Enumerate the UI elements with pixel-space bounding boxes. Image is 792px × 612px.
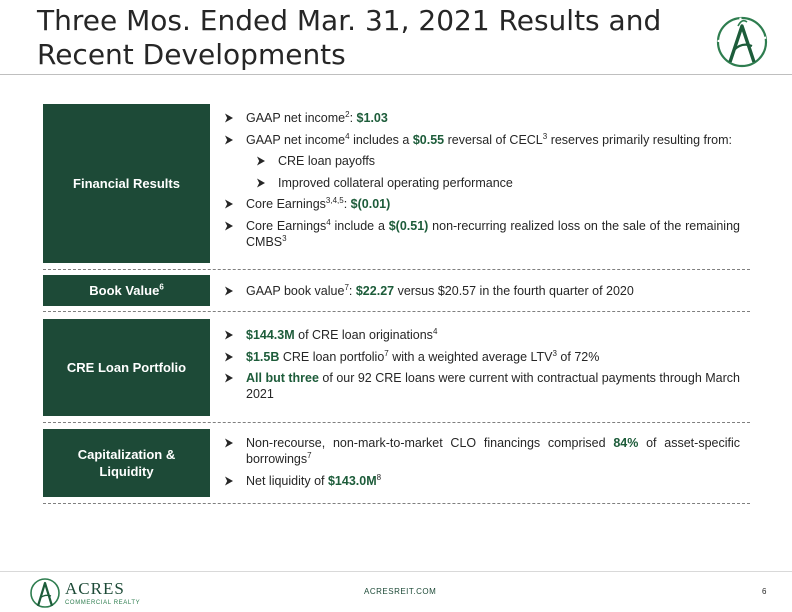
footer-brand-name: ACRES	[65, 579, 125, 598]
arrow-bullet-icon	[224, 221, 234, 231]
bullet-text	[246, 371, 740, 401]
bullet-text	[246, 111, 388, 125]
bullet-text	[246, 219, 740, 249]
text-run: Net liquidity of	[246, 473, 328, 488]
footnote-ref: 7	[384, 348, 389, 358]
arrow-bullet-icon	[224, 113, 234, 123]
text-run: Core Earnings	[246, 197, 326, 211]
title-divider	[0, 74, 792, 75]
footnote-ref: 4	[432, 326, 438, 336]
capitalization-liquidity-bullets	[224, 435, 740, 494]
highlight-value: All but three	[246, 371, 319, 385]
section-label-financial-results	[43, 104, 210, 263]
section-label-capitalization-liquidity	[43, 429, 210, 497]
arrow-bullet-icon	[224, 135, 234, 145]
bullet-text	[246, 284, 634, 298]
highlight-value: $143.0M	[327, 473, 377, 488]
text-run: GAAP net income	[246, 132, 346, 147]
arrow-bullet-icon	[256, 178, 266, 188]
book-value-bullets	[224, 283, 740, 305]
highlight-value: $0.55	[412, 132, 445, 147]
footnote-ref: 3	[552, 348, 557, 358]
text-run: CRE loan portfolio	[279, 349, 385, 364]
acres-a-monogram-icon	[31, 579, 59, 607]
text-run: non-recurring realized loss on the sale of the remaining CMBS	[246, 218, 740, 249]
text-run: reserves primarily resulting from:	[547, 132, 732, 147]
bullet-item	[224, 435, 740, 467]
bullet-item	[224, 132, 740, 148]
bullet-item	[224, 196, 740, 212]
highlight-value: $144.3M	[246, 328, 295, 342]
acres-logo-icon	[714, 12, 770, 68]
footnote-ref: 4	[345, 131, 350, 141]
text-run: Non-recourse, non-mark-to-market CLO financings comprised	[246, 436, 614, 450]
bullet-item	[224, 349, 740, 365]
arrow-bullet-icon	[224, 352, 234, 362]
text-run: versus $20.57 in the fourth quarter of 2020	[394, 284, 634, 298]
footnote-ref: 8	[376, 472, 382, 482]
text-run: Improved collateral operating performance	[278, 175, 513, 190]
text-run: include a	[330, 218, 389, 233]
footnote-ref: 2	[345, 109, 350, 119]
text-run: GAAP net income	[246, 111, 346, 125]
arrow-bullet-icon	[256, 156, 266, 166]
text-run: reversal of CECL	[444, 132, 543, 147]
bullet-item	[224, 218, 740, 250]
page-number: 6	[762, 587, 767, 596]
highlight-value: $(0.51)	[388, 218, 429, 233]
footnote-ref: 3	[282, 233, 287, 243]
footer-divider	[0, 571, 792, 572]
section-label-book-value	[43, 275, 210, 306]
highlight-value: $1.03	[356, 111, 388, 125]
text-run: :	[349, 111, 357, 125]
arrow-bullet-icon	[224, 199, 234, 209]
footnote-ref: 4	[326, 217, 331, 227]
page-title: Three Mos. Ended Mar. 31, 2021 Results and Recent Developments	[37, 4, 662, 71]
footnote-ref: 6	[159, 282, 164, 292]
bullet-text	[246, 436, 740, 466]
text-run: GAAP book value	[246, 284, 345, 298]
bullet-text	[246, 133, 732, 147]
section-divider	[43, 422, 750, 423]
text-run: CRE loan payoffs	[278, 154, 376, 168]
section-divider	[43, 269, 750, 270]
footnote-ref: 7	[344, 282, 349, 292]
financial-results-bullets	[224, 110, 740, 255]
bullet-item	[224, 327, 740, 343]
text-run: Core Earnings	[246, 218, 327, 233]
bullet-item	[224, 370, 740, 402]
text-run: :	[343, 197, 351, 211]
bullet-item	[224, 110, 740, 126]
section-label-text: Capitalization & Liquidity	[77, 447, 176, 479]
bullet-text	[246, 350, 599, 364]
highlight-value: $1.5B	[246, 349, 280, 364]
footnote-ref: 3,4,5	[325, 195, 344, 205]
footnote-ref: 7	[307, 450, 312, 460]
section-label-text: CRE Loan Portfolio	[66, 360, 187, 375]
highlight-value: $22.27	[355, 284, 395, 298]
bullet-text	[278, 154, 375, 168]
footnote-ref: 3	[542, 131, 548, 141]
acres-footer-logo	[28, 575, 158, 609]
text-run: of 72%	[556, 349, 600, 364]
arrow-bullet-icon	[224, 438, 234, 448]
text-run: of our 92 CRE loans were current with contractual payments through March 2021	[246, 371, 740, 401]
bullet-text	[246, 197, 390, 211]
section-label-text: Book Value$^6$	[89, 282, 164, 298]
text-run: with a weighted average LTV	[388, 349, 553, 364]
section-label-text: Financial Results	[73, 176, 180, 191]
section-label-cre-loan-portfolio	[43, 319, 210, 416]
highlight-value: $(0.01)	[350, 197, 391, 211]
sub-bullet-item	[224, 153, 740, 169]
bullet-item	[224, 473, 740, 489]
text-run: of asset-specific borrowings	[246, 436, 740, 466]
arrow-bullet-icon	[224, 286, 234, 296]
cre-loan-portfolio-bullets	[224, 327, 740, 408]
section-divider	[43, 311, 750, 312]
text-run: of CRE loan originations	[294, 328, 433, 342]
bullet-text	[278, 176, 513, 190]
footer-url-link[interactable]: ACRESREIT.COM	[364, 587, 437, 596]
bullet-item	[224, 283, 740, 299]
arrow-bullet-icon	[224, 373, 234, 383]
highlight-value: 84%	[613, 436, 639, 450]
text-run: includes a	[349, 132, 413, 147]
bullet-text	[246, 328, 437, 342]
bullet-text	[246, 474, 381, 488]
sub-bullet-item	[224, 175, 740, 191]
footer-brand-tagline: COMMERCIAL REALTY	[65, 600, 141, 606]
section-divider	[43, 503, 750, 504]
arrow-bullet-icon	[224, 330, 234, 340]
text-run: :	[348, 284, 356, 298]
arrow-bullet-icon	[224, 476, 234, 486]
